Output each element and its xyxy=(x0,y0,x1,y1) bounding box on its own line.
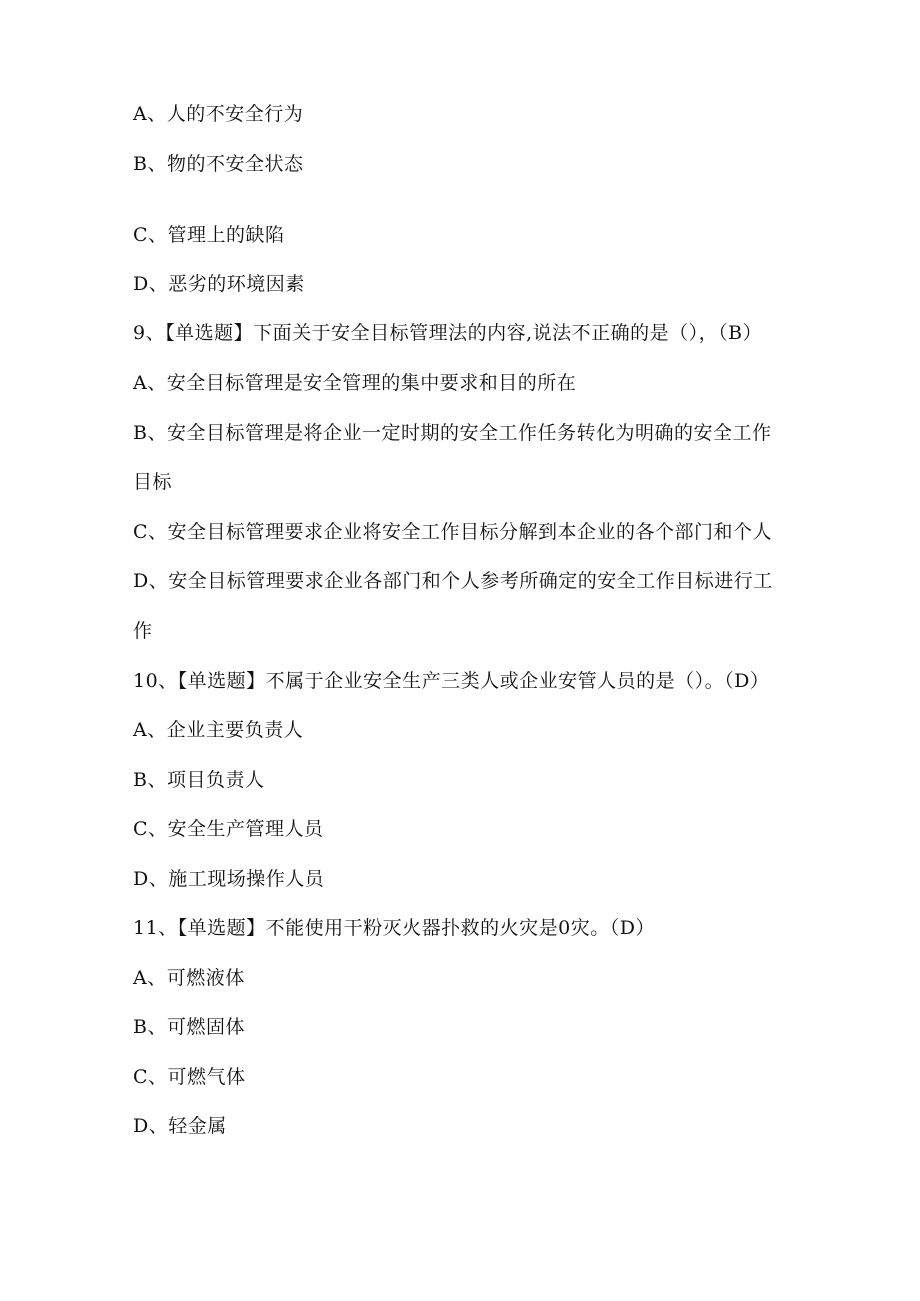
q9-option-c: C、安全目标管理要求企业将安全工作目标分解到本企业的各个部门和个人 xyxy=(133,521,773,543)
q10-option-d: D、施工现场操作人员 xyxy=(133,868,325,890)
q9-option-b-continued: 目标 xyxy=(133,471,173,493)
q9-option-d: D、安全目标管理要求企业各部门和个人参考所确定的安全工作目标进行工 xyxy=(133,570,773,592)
q8-option-d: D、恶劣的环境因素 xyxy=(133,273,305,295)
q9-stem: 9、【单选题】下面关于安全目标管理法的内容,说法不正确的是（），（B） xyxy=(133,322,763,344)
q10-stem: 10、【单选题】不属于企业安全生产三类人或企业安管人员的是（）。（D） xyxy=(133,670,770,692)
q9-option-a: A、安全目标管理是安全管理的集中要求和目的所在 xyxy=(133,372,577,394)
q9-option-b: B、安全目标管理是将企业一定时期的安全工作任务转化为明确的安全工作 xyxy=(133,422,772,444)
q10-option-b: B、项目负责人 xyxy=(133,769,265,791)
q9-option-d-continued: 作 xyxy=(133,620,153,642)
q8-option-a: A、人的不安全行为 xyxy=(133,103,304,125)
q11-stem: 11、【单选题】不能使用干粉灭火器扑救的火灾是0灾。（D） xyxy=(133,917,656,939)
q11-option-a: A、可燃液体 xyxy=(133,967,245,989)
q8-option-c: C、管理上的缺陷 xyxy=(133,224,285,246)
q11-option-c: C、可燃气体 xyxy=(133,1066,246,1088)
q11-option-b: B、可燃固体 xyxy=(133,1016,245,1038)
q10-option-a: A、企业主要负责人 xyxy=(133,719,304,741)
q11-option-d: D、轻金属 xyxy=(133,1115,227,1137)
q8-option-b: B、物的不安全状态 xyxy=(133,153,304,175)
q10-option-c: C、安全生产管理人员 xyxy=(133,818,324,840)
